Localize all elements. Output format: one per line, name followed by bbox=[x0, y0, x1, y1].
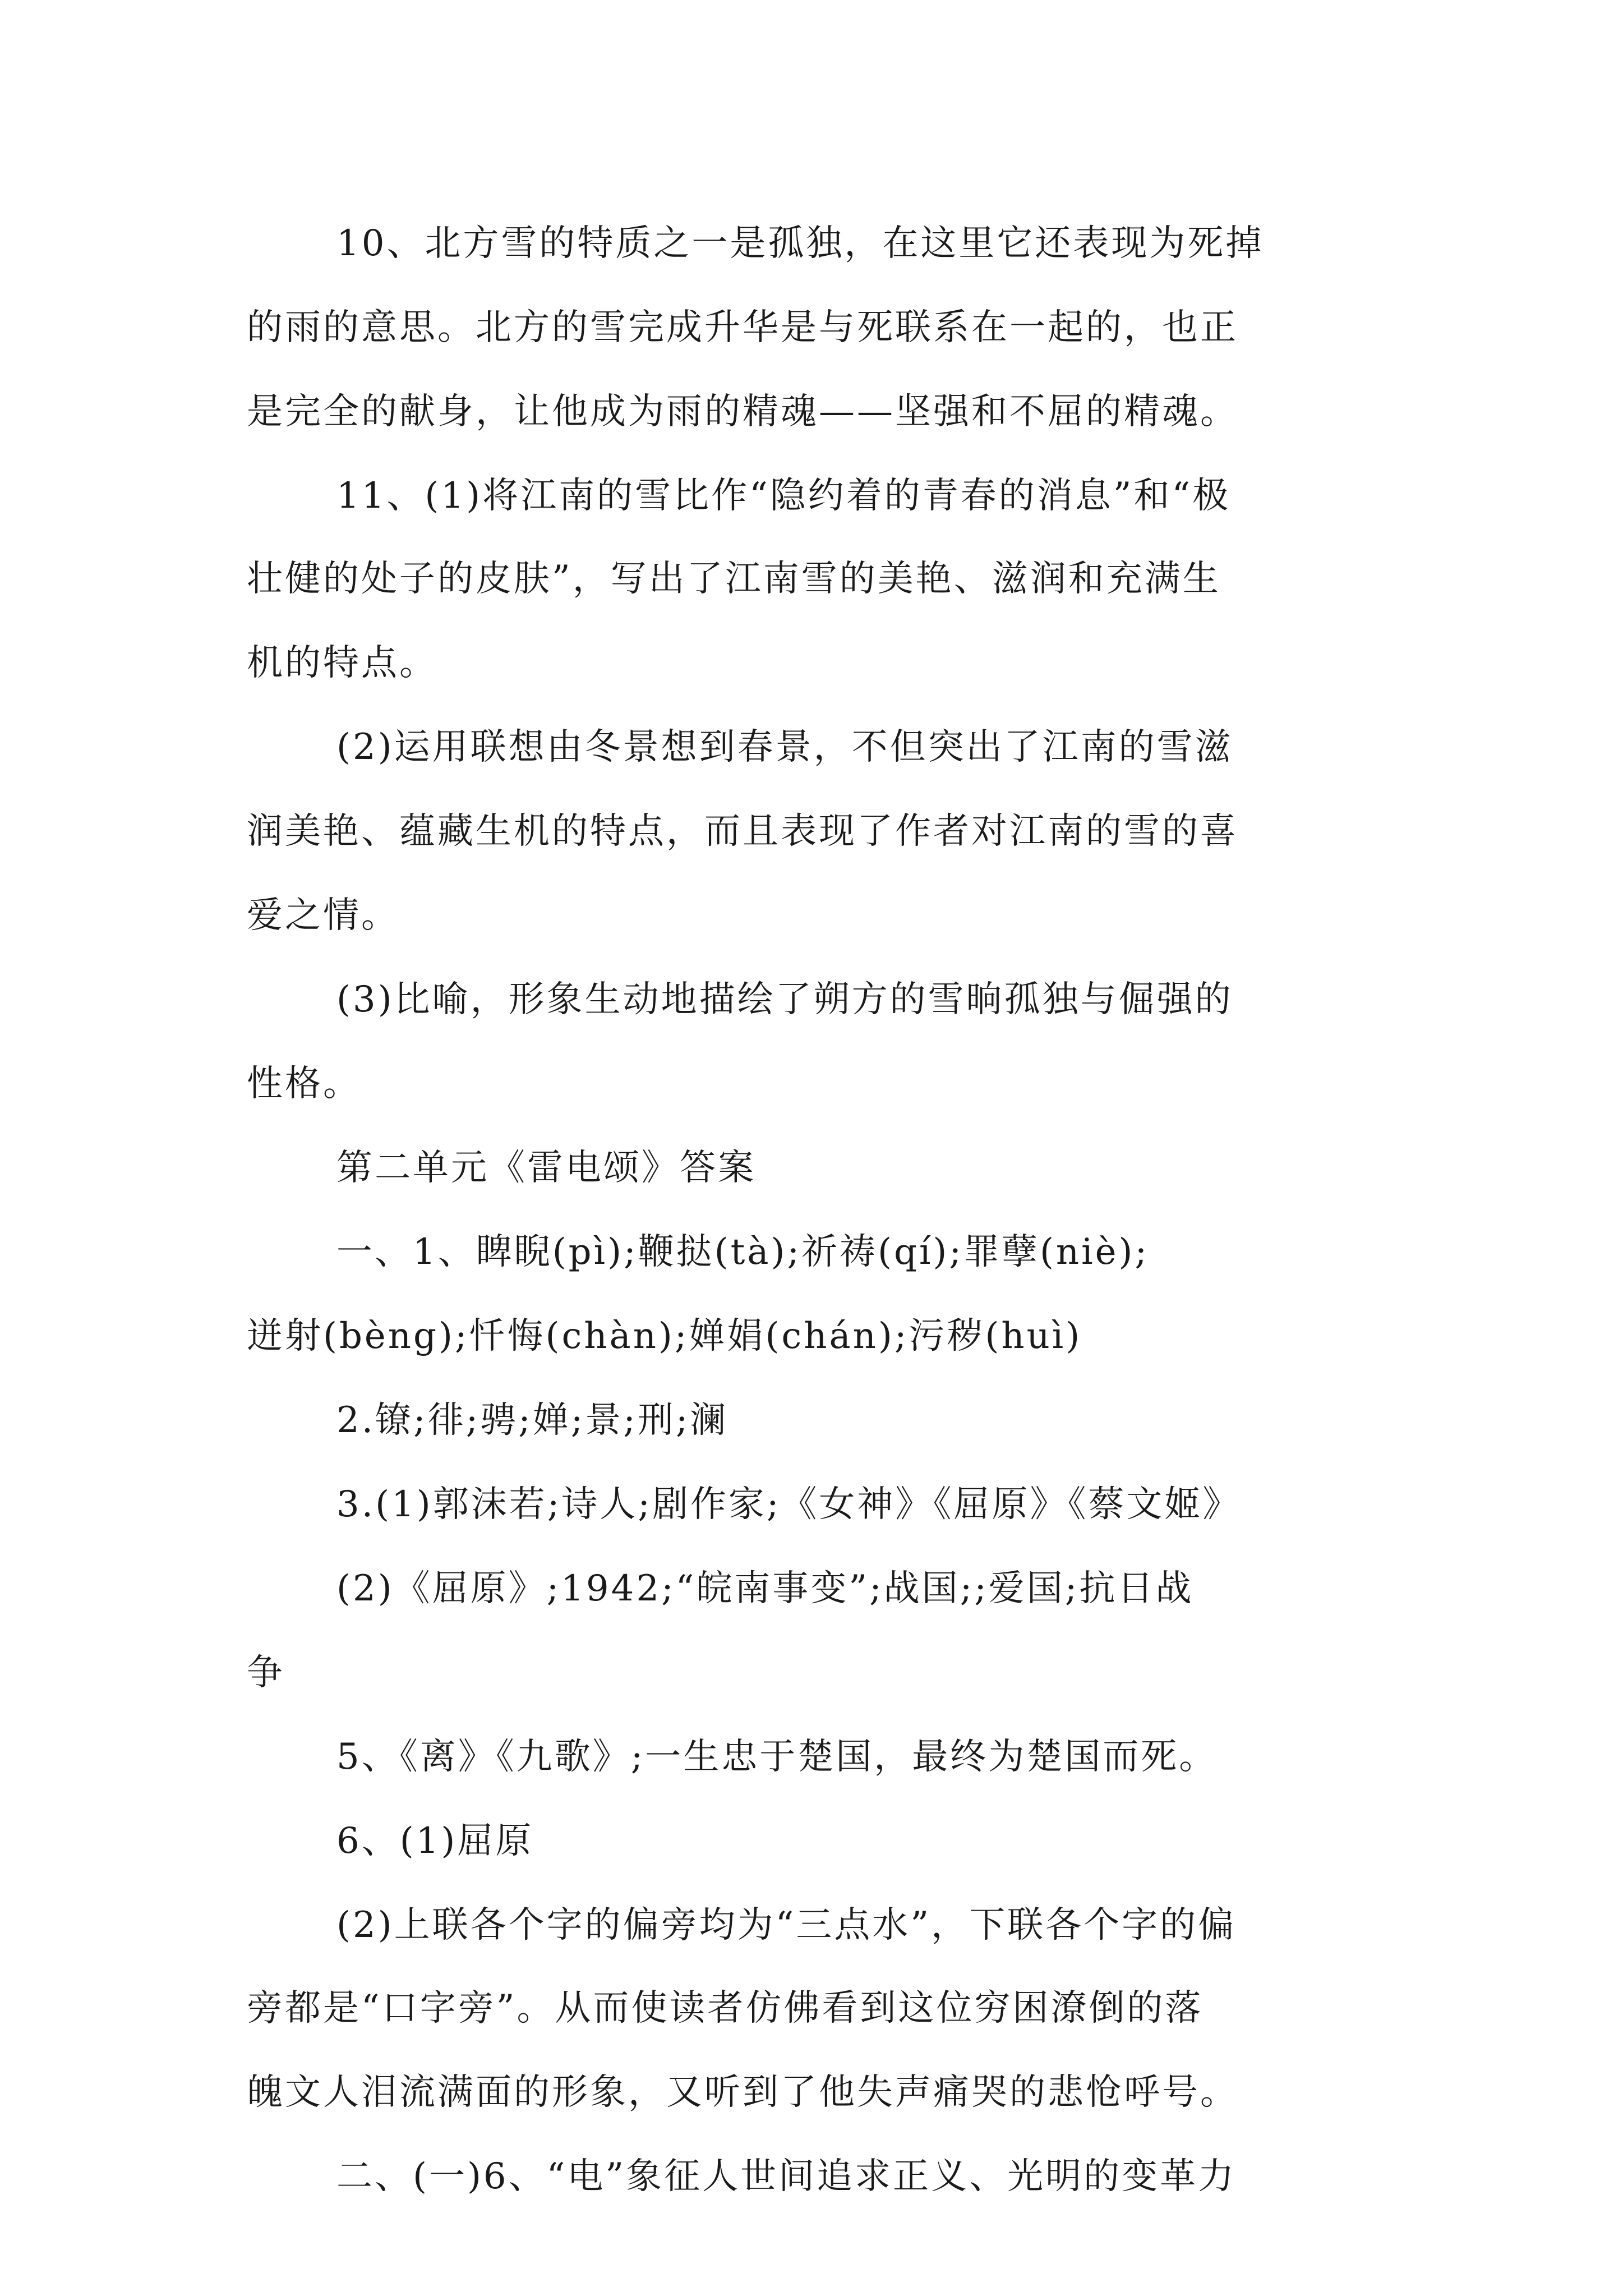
text-line: 迸射(bèng);忏悔(chàn);婵娟(chán);污秽(huì) bbox=[247, 1315, 1082, 1357]
text-line: 10、北方雪的特质之一是孤独，在这里它还表现为死掉 bbox=[336, 223, 1264, 264]
text-line: 润美艳、蕴藏生机的特点，而且表现了作者对江南的雪的喜 bbox=[247, 811, 1238, 852]
text-line: (2)运用联想由冬景想到春景，不但突出了江南的雪滋 bbox=[336, 726, 1233, 768]
text-line: 3.(1)郭沫若;诗人;剧作家;《女神》《屈原》《蔡文姬》 bbox=[336, 1484, 1241, 1525]
text-line: 5、《离》《九歌》;一生忠于楚国，最终为楚国而死。 bbox=[336, 1736, 1218, 1778]
text-line: 争 bbox=[247, 1652, 285, 1694]
text-line: 爱之情。 bbox=[247, 895, 399, 936]
text-line: 机的特点。 bbox=[247, 642, 437, 684]
section-heading: 第二单元《雷电颂》答案 bbox=[336, 1147, 756, 1189]
text-line: 是完全的献身，让他成为雨的精魂——坚强和不屈的精魂。 bbox=[247, 391, 1238, 432]
text-line: 性格。 bbox=[247, 1063, 361, 1105]
text-line: (2)《屈原》;1942;“皖南事变”;战国;;爱国;抗日战 bbox=[336, 1568, 1194, 1609]
text-line: (3)比喻，形象生动地描绘了朔方的雪晌孤独与倔强的 bbox=[336, 979, 1233, 1020]
text-line: 11、(1)将江南的雪比作“隐约着的青春的消息”和“极 bbox=[336, 475, 1231, 517]
text-line: 2.镣;徘;骋;婵;景;刑;澜 bbox=[336, 1400, 728, 1441]
text-line: 的雨的意思。北方的雪完成升华是与死联系在一起的，也正 bbox=[247, 307, 1238, 348]
text-line: (2)上联各个字的偏旁均为“三点水”，下联各个字的偏 bbox=[336, 1904, 1237, 1946]
text-line: 6、(1)屈原 bbox=[336, 1820, 534, 1862]
text-line: 二、(一)6、“电”象征人世间追求正义、光明的变革力 bbox=[336, 2156, 1237, 2197]
text-line: 旁都是“口字旁”。从而使读者仿佛看到这位穷困潦倒的落 bbox=[247, 1987, 1204, 2029]
text-line: 一、1、睥睨(pì);鞭挞(tà);祈祷(qí);罪孽(niè); bbox=[336, 1231, 1150, 1273]
text-line: 壮健的处子的皮肤”，写出了江南雪的美艳、滋润和充满生 bbox=[247, 558, 1221, 600]
text-line: 魄文人泪流满面的形象，又听到了他失声痛哭的悲怆呼号。 bbox=[247, 2072, 1238, 2113]
